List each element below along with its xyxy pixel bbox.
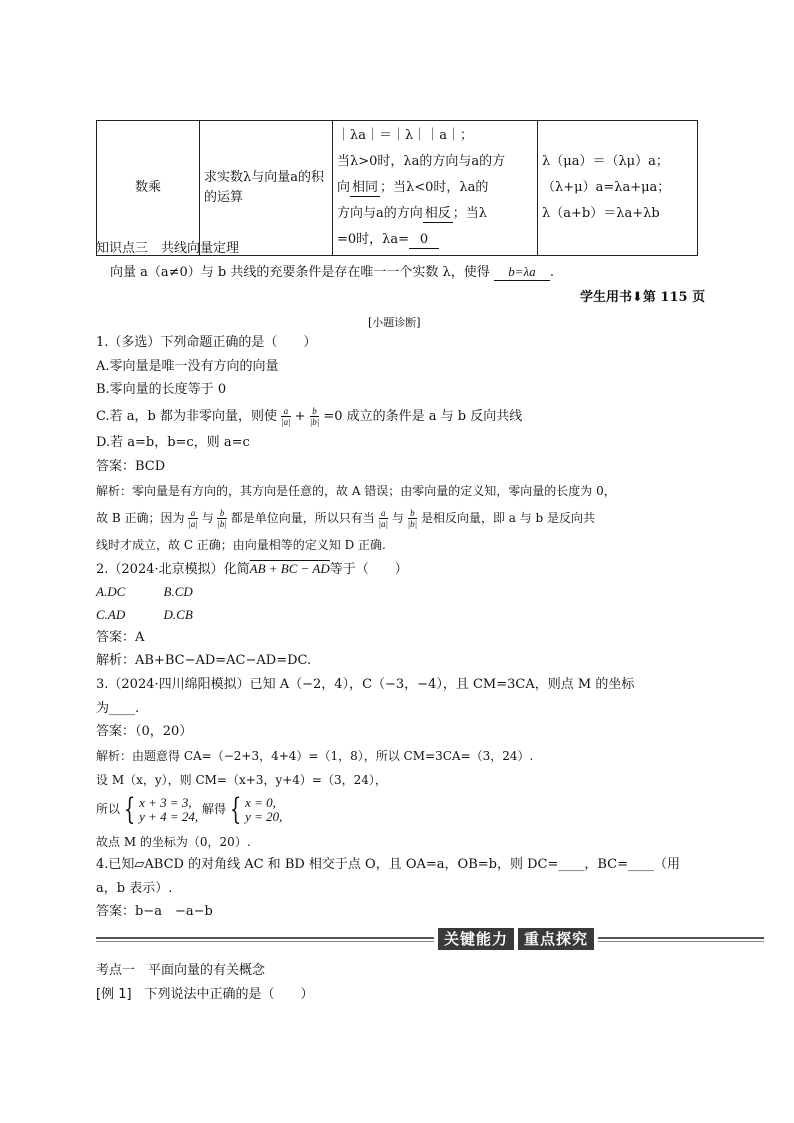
q1-option-a: A.零向量是唯一没有方向的向量	[96, 359, 279, 374]
q2-option-a: A.DC	[96, 584, 126, 599]
rule-line-3-c: ；当λ<0时，λa的	[380, 180, 489, 195]
table-row	[97, 121, 698, 256]
q3-stem-1: 3.（2024·四川绵阳模拟）已知 A（−2，4），C（−3，−4），且 CM=3CA，则点 M 的坐标	[96, 677, 635, 692]
q3-exp3-mid: 解得	[202, 802, 227, 816]
q1-explanation-2	[96, 508, 595, 529]
q3-stem-2: 为____.	[96, 701, 140, 716]
op-rule-cell	[333, 121, 538, 256]
left-brace: {	[123, 791, 136, 827]
q2-option-d: D.CB	[163, 607, 193, 622]
diagnosis-label: [小题诊断]	[368, 316, 421, 329]
exp2-mid2: 都是单位向量，所以只有当	[230, 511, 375, 525]
q1-stem: 1.（多选）下列命题正确的是（ ）	[96, 335, 317, 350]
q3-explanation-1: 解析：由题意得 CA=（−2+3，4+4）=（1，8），所以 CM=3CA=（3，24）.	[96, 749, 534, 763]
section-banner	[96, 928, 764, 952]
q3-exp3-pre: 所以	[96, 802, 121, 816]
banner-line-top	[96, 937, 764, 939]
q2-stem	[96, 560, 408, 579]
frac-a: $\frac{a}{|a|}$	[188, 508, 198, 529]
banner-box	[434, 928, 598, 950]
theorem-text: 向量 a（a≠0）与 b 共线的充要条件是存在唯一一个实数 λ，使得	[110, 265, 490, 280]
equation-system-2	[245, 796, 282, 824]
rule-line-4	[337, 201, 533, 227]
collinear-theorem	[110, 264, 554, 282]
eq-2a: x = 0,	[245, 794, 276, 810]
answer-same-direction: 相同	[352, 180, 379, 195]
topic-title: 考点一 平面向量的有关概念	[96, 963, 266, 978]
rule-line-2: 当λ>0时，λa的方向与a的方	[337, 154, 506, 169]
eq-2b: y = 20,	[245, 808, 283, 824]
eq-1a: x + 3 = 3,	[139, 794, 192, 810]
q1-explanation-3: 线时才成立，故 C 正确；由向量相等的定义知 D 正确.	[96, 538, 386, 552]
scalar-multiplication-table	[96, 120, 698, 256]
law-line-1: λ（μa）＝（λμ）a；	[542, 154, 669, 169]
q1-option-c-pre: C.若 a，b 都为非零向量，则使	[96, 409, 277, 424]
q1-option-c-post: =0 成立的条件是 a 与 b 反向共线	[323, 409, 523, 424]
q1-answer: 答案：BCD	[96, 459, 166, 474]
q3-explanation-4: 故点 M 的坐标为（0，20）.	[96, 835, 251, 849]
q2-answer: 答案：A	[96, 630, 145, 645]
q4-stem-2: a，b 表示）.	[96, 881, 173, 896]
q1-explanation-1: 解析：零向量是有方向的，其方向是任意的，故 A 错误；由零向量的定义知，零向量的长度为 0，	[96, 484, 616, 498]
q2-options-row-2	[96, 606, 193, 625]
q2-option-c: C.AD	[96, 607, 126, 622]
theorem-answer: b=λa	[494, 264, 550, 281]
banner-left-label: 关键能力	[438, 928, 514, 950]
law-line-2: （λ+μ）a=λa+μa；	[542, 180, 671, 195]
q1-option-d: D.若 a=b，b=c，则 a=c	[96, 435, 250, 450]
law-line-3: λ（a+b）＝λa+λb	[542, 206, 660, 221]
page-reference: 学生用书⬇第 115 页	[580, 290, 706, 305]
q4-answer: 答案：b−a −a−b	[96, 904, 213, 919]
frac-b-2: $\frac{b}{|b|}$	[407, 508, 418, 529]
equation-system-1	[139, 796, 198, 824]
exp2-post: 是相反向量，即 a 与 b 是反向共	[420, 511, 596, 525]
answer-zero-vector: 0	[409, 232, 439, 249]
q2-expression: AB + BC − AD	[249, 561, 330, 576]
frac-b: $\frac{b}{|b|}$	[217, 508, 227, 529]
op-law-cell	[538, 121, 698, 256]
q2-options-row-1	[96, 583, 193, 602]
rule-line-1: ｜λa｜＝｜λ｜｜a｜；	[337, 128, 473, 143]
q2-stem-text: 2.（2024·北京模拟）化简	[96, 562, 250, 577]
unit-vector-a-fraction: $\frac{a}{|a|}$	[281, 406, 291, 427]
q1-option-b: B.零向量的长度等于 0	[96, 382, 227, 397]
exp2-mid3: 与	[391, 511, 404, 525]
rule-line-4-c: ；当λ	[452, 206, 488, 221]
op-name-cell: 数乘	[97, 121, 200, 256]
exp2-mid: 与	[201, 511, 214, 525]
unit-vector-b-fraction: $\frac{b}{|b|}$	[309, 406, 320, 427]
banner-right-label: 重点探究	[518, 928, 594, 950]
rule-line-5-a: =0时，λa=	[337, 232, 410, 247]
banner-line-bottom	[96, 941, 764, 942]
q3-answer: 答案：（0，20）	[96, 724, 193, 739]
theorem-end: .	[549, 265, 555, 280]
q2-option-b: B.CD	[163, 584, 193, 599]
op-definition-cell: 求实数λ与向量a的积的运算	[200, 121, 333, 256]
rule-line-5	[337, 227, 533, 253]
q3-explanation-2: 设 M（x，y），则 CM=（x+3，y+4）=（3，24），	[96, 773, 387, 787]
q2-stem-end: 等于（ ）	[329, 562, 408, 577]
left-brace-2: {	[229, 791, 242, 827]
frac-a-2: $\frac{a}{|a|}$	[378, 508, 388, 529]
rule-line-4-a: 方向与a的方向	[337, 206, 423, 221]
rule-line-3-a: 向	[337, 180, 351, 195]
exp2-pre: 故 B 正确；因为	[96, 511, 185, 525]
q1-option-c: C.若 a，b 都为非零向量，则使 $\frac{a}{|a|}$ + $\frac{b}{|b|}$ =0 成立的条件是 a 与 b 反向共线	[96, 406, 523, 427]
q2-explanation: 解析：AB+BC−AD=AC−AD=DC.	[96, 653, 312, 668]
q4-stem-1: 4.已知▱ABCD 的对角线 AC 和 BD 相交于点 O，且 OA=a，OB=b，则 DC=____，BC=____（用	[96, 857, 680, 872]
section-title: 知识点三 共线向量定理	[96, 241, 240, 256]
example-1: [例 1] 下列说法中正确的是（ ）	[96, 987, 314, 1002]
rule-line-3	[337, 175, 533, 201]
eq-1b: y + 4 = 24,	[139, 808, 199, 824]
q3-explanation-3	[96, 792, 282, 826]
answer-opposite-direction: 相反	[424, 206, 451, 221]
